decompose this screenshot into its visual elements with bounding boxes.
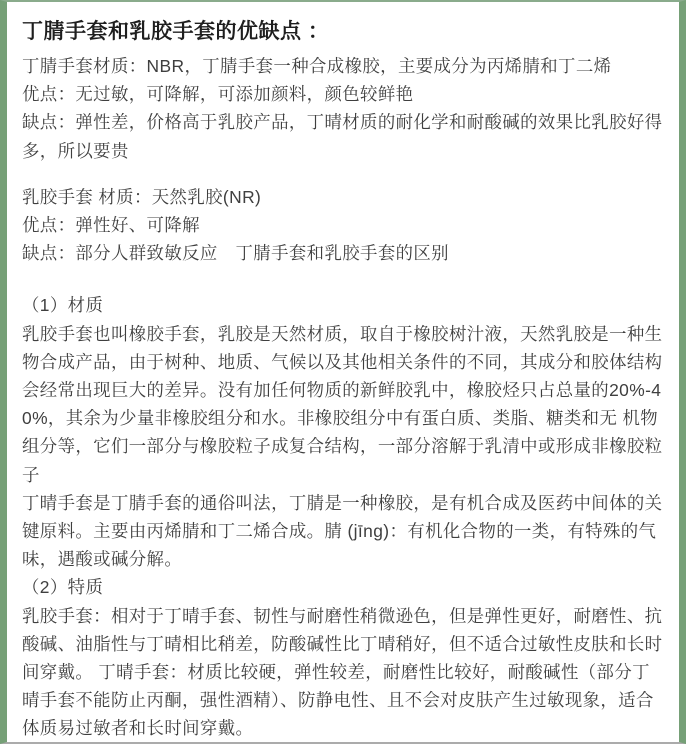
blank-line <box>22 165 664 183</box>
comparison-paragraph: 乳胶手套：相对于丁晴手套、韧性与耐磨性稍微逊色，但是弹性更好，耐磨性、抗酸碱、油脂性与丁晴相比稍差，防酸碱性比丁晴稍好，但不适合过敏性皮肤和长时间穿戴。 丁晴手套：材质比较硬，弹性较差，耐磨性比较好，耐酸碱性（部分丁晴手套不能防止丙酮，强性酒精）、防静电性、且不会对皮肤产生过敏现象，适合体质易过敏者和长时间穿戴。 <box>22 605 663 739</box>
nbr-cons-line: 缺点：弹性差，价格高于乳胶产品，丁晴材质的耐化学和耐酸碱的效果比乳胶好得多，所以要贵 <box>22 112 663 161</box>
nbr-material-line: 丁腈手套材质：NBR，丁腈手套一种合成橡胶，主要成分为丙烯腈和丁二烯 <box>22 56 612 76</box>
blank-line <box>22 267 664 291</box>
latex-cons-line: 缺点：部分人群致敏反应 丁腈手套和乳胶手套的区别 <box>22 243 449 264</box>
latex-pros-line: 优点：弹性好、可降解 <box>22 215 200 236</box>
nbr-pros-line: 优点：无过敏，可降解，可添加颜料，颜色较鲜艳 <box>22 84 414 105</box>
section-1-heading: （1）材质 <box>22 295 104 316</box>
section-2-heading: （2）特质 <box>22 577 104 598</box>
nitrile-description-paragraph: 丁晴手套是丁腈手套的通俗叫法，丁腈是一种橡胶，是有机合成及医药中间体的关键原料。主要由丙烯腈和丁二烯合成。腈 (jīng)：有机化合物的一类，有特殊的气味，遇酸或碱分解。 <box>22 492 663 570</box>
latex-description-paragraph: 乳胶手套也叫橡胶手套，乳胶是天然材质，取自于橡胶树汁液，天然乳胶是一种生物合成产品，由于树种、地质、气候以及其他相关条件的不同，其成分和胶体结构 会经常出现巨大的差异。没有加任何物质的新鲜胶乳中，橡胶烃只占总量的20%-40%，其余为少量非橡胶组分和水。非橡胶组分中有蛋白质、类脂、糖类和无 机物组分等，它们一部分与橡胶粒子成复合结构，一部分溶解于乳清中或形成非橡胶粒子 <box>22 323 668 485</box>
latex-material-line: 乳胶手套 材质：天然乳胶(NR) <box>22 186 262 207</box>
article-title: 丁腈手套和乳胶手套的优缺点 ： <box>22 20 330 43</box>
